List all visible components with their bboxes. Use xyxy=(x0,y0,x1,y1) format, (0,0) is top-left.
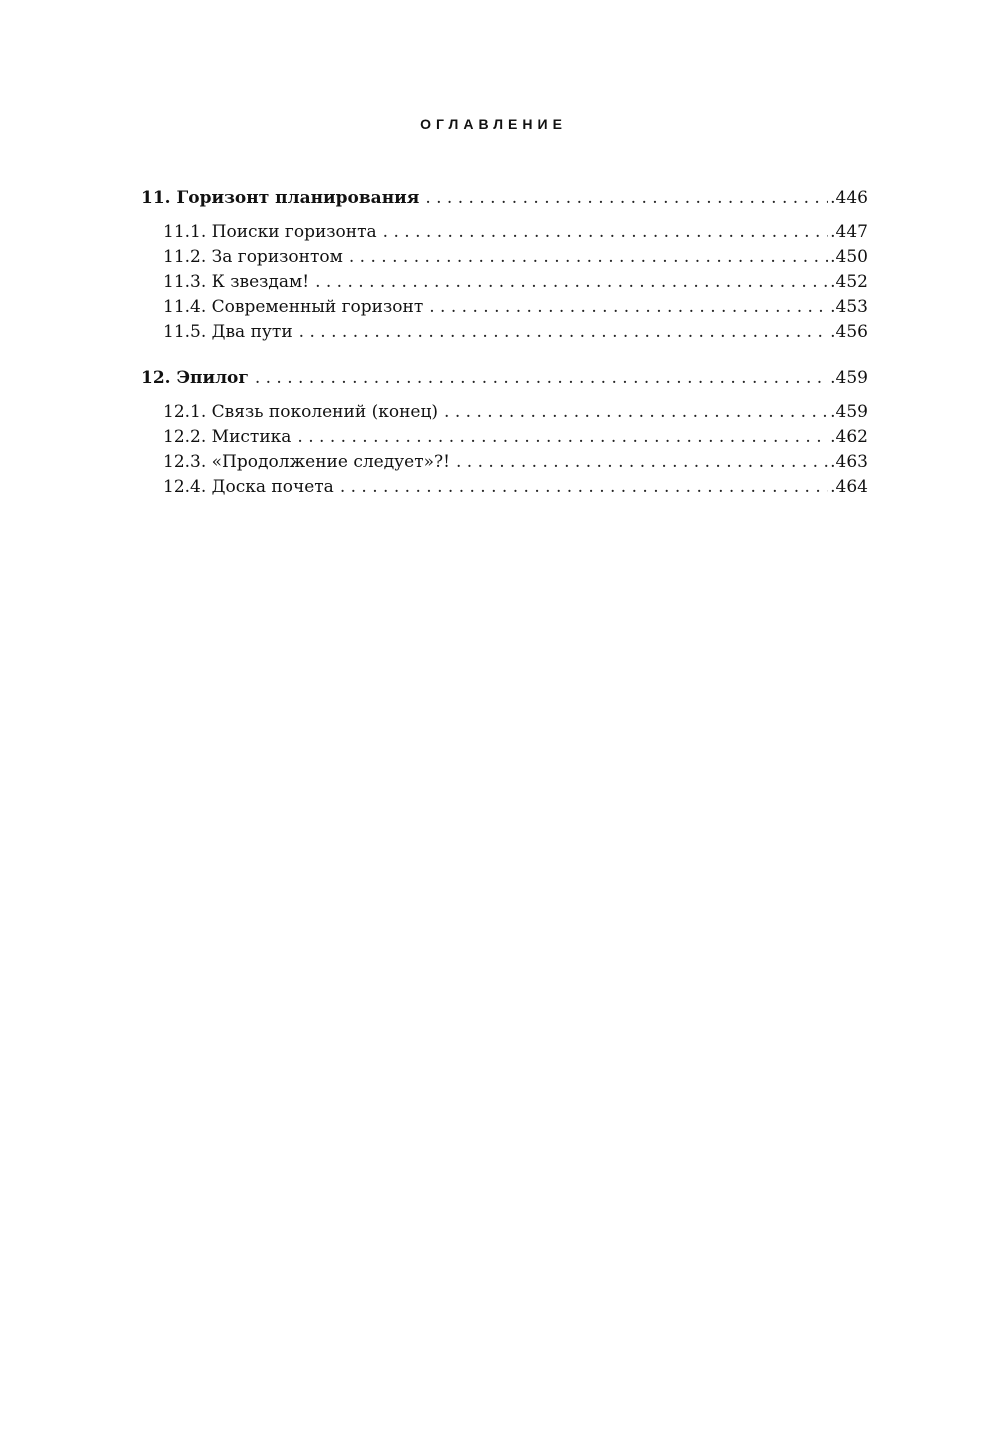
dot-leader xyxy=(349,245,828,270)
toc-entry-12-4[interactable] xyxy=(141,475,868,500)
toc-entry-12-1[interactable] xyxy=(141,400,868,425)
toc-entry-title: 12.4. Доска почета xyxy=(163,477,334,497)
toc-entry-title: 11.5. Два пути xyxy=(163,322,293,342)
toc-entry-11-5[interactable] xyxy=(141,320,868,345)
toc-page-number: .452 xyxy=(830,272,868,292)
toc-chapter-title: 12. Эпилог xyxy=(141,368,249,388)
toc-page-number: .446 xyxy=(830,188,868,208)
toc-entry-11-1[interactable] xyxy=(141,220,868,245)
dot-leader xyxy=(340,475,828,500)
toc-entry-title: 11.3. К звездам! xyxy=(163,272,310,292)
dot-leader xyxy=(383,220,828,245)
toc-chapter-title: 11. Горизонт планирования xyxy=(141,188,420,208)
toc-entry-title: 11.4. Современный горизонт xyxy=(163,297,424,317)
toc-page-number: .453 xyxy=(830,297,868,317)
toc-entry-11-4[interactable] xyxy=(141,295,868,320)
table-of-contents xyxy=(141,183,868,518)
toc-chapter-11[interactable] xyxy=(141,183,868,213)
dot-leader xyxy=(429,295,828,320)
toc-page-number: .463 xyxy=(830,452,868,472)
dot-leader xyxy=(299,320,828,345)
toc-entry-title: 12.2. Мистика xyxy=(163,427,292,447)
dot-leader xyxy=(425,183,828,213)
dot-leader xyxy=(297,425,828,450)
toc-entry-11-2[interactable] xyxy=(141,245,868,270)
toc-page-number: .464 xyxy=(830,477,868,497)
toc-page-number: .450 xyxy=(830,247,868,267)
toc-page-number: .459 xyxy=(830,402,868,422)
toc-chapter-12[interactable] xyxy=(141,363,868,393)
dot-leader xyxy=(444,400,828,425)
toc-entry-title: 12.3. «Продолжение следует»?! xyxy=(163,452,450,472)
dot-leader xyxy=(315,270,828,295)
toc-entry-12-2[interactable] xyxy=(141,425,868,450)
toc-page-number: .462 xyxy=(830,427,868,447)
page-title: ОГЛАВЛЕНИЕ xyxy=(420,116,567,132)
toc-entry-title: 12.1. Связь поколений (конец) xyxy=(163,402,439,422)
toc-section-chapter-12 xyxy=(141,363,868,500)
toc-page-number: .459 xyxy=(830,368,868,388)
dot-leader xyxy=(456,450,828,475)
toc-entry-title: 11.1. Поиски горизонта xyxy=(163,222,377,242)
toc-section-chapter-11 xyxy=(141,183,868,345)
dot-leader xyxy=(255,363,828,393)
toc-entry-title: 11.2. За горизонтом xyxy=(163,247,343,267)
toc-entry-11-3[interactable] xyxy=(141,270,868,295)
toc-page-number: .447 xyxy=(830,222,868,242)
toc-entry-12-3[interactable] xyxy=(141,450,868,475)
toc-page-number: .456 xyxy=(830,322,868,342)
